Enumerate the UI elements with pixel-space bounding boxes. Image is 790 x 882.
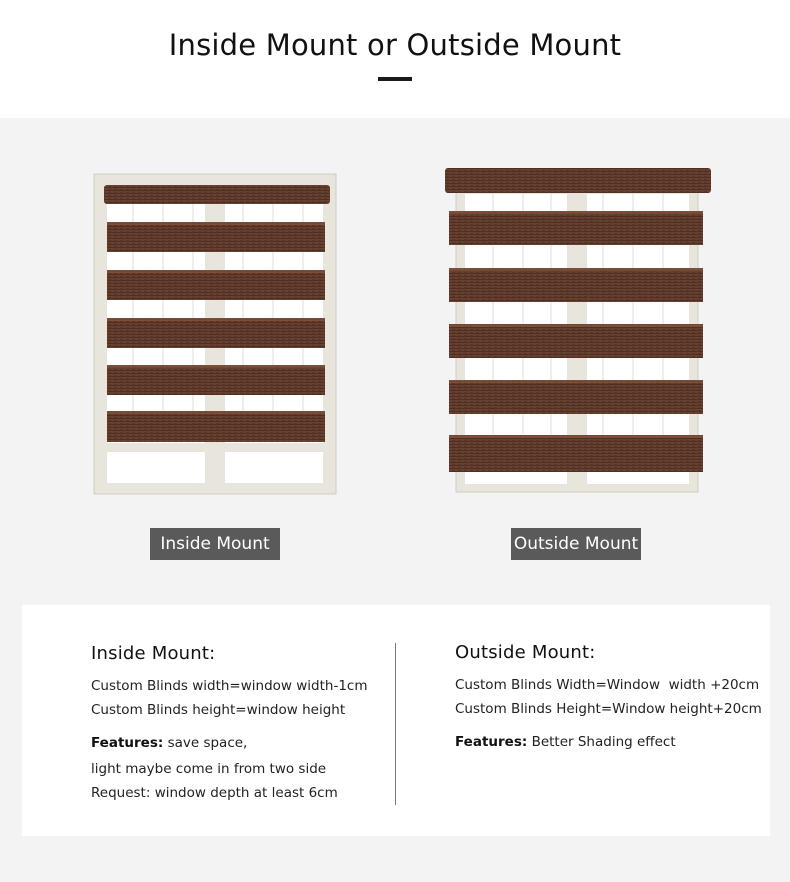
outside-mount-heading: Outside Mount:	[455, 642, 596, 663]
inside-mount-illustration	[93, 173, 337, 495]
outside-features	[455, 730, 762, 754]
outside-width-formula: Custom Blinds Width=Window width +20cm	[455, 677, 760, 693]
outside-mount-illustration	[443, 166, 713, 494]
outside-mount-label: Outside Mount	[511, 528, 641, 560]
request-text: window depth at least 6cm	[154, 785, 338, 801]
inside-height-formula: Custom Blinds height=window height	[91, 702, 346, 718]
outside-features-label: Features:	[455, 734, 528, 750]
inside-features-continued: light maybe come in from two side	[91, 761, 327, 777]
inside-features-label: Features:	[91, 735, 164, 751]
inside-request	[91, 781, 368, 805]
inside-features	[91, 731, 368, 755]
column-divider	[395, 643, 396, 805]
outside-features-text: Better Shading effect	[531, 734, 676, 750]
inside-mount-label: Inside Mount	[150, 528, 280, 560]
outside-mount-details	[455, 642, 762, 754]
title-underline	[378, 77, 412, 81]
inside-mount-details	[91, 643, 368, 805]
page-title: Inside Mount or Outside Mount	[168, 28, 622, 62]
inside-width-formula: Custom Blinds width=window width-1cm	[91, 678, 368, 694]
inside-mount-heading: Inside Mount:	[91, 643, 216, 664]
inside-features-text: save space,	[167, 735, 248, 751]
outside-height-formula: Custom Blinds Height=Window height+20cm	[455, 701, 762, 717]
request-label: Request:	[91, 785, 151, 801]
